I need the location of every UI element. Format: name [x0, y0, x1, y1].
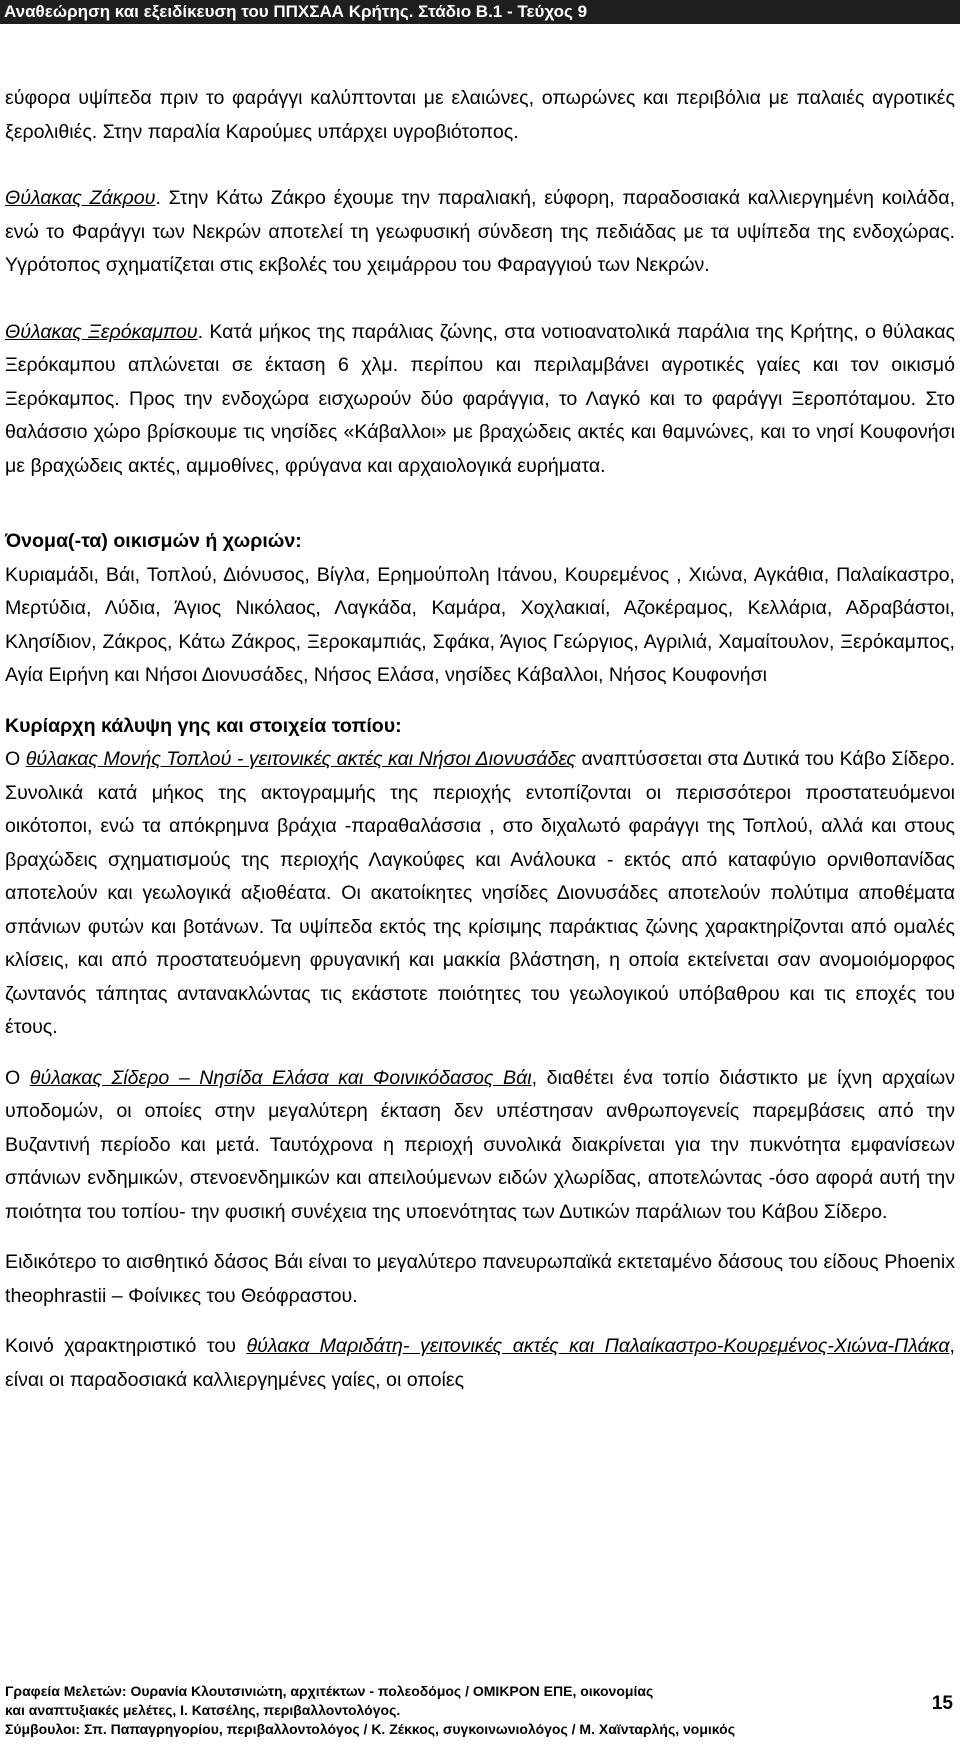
- vai-paragraph: Ειδικότερο το αισθητικό δάσος Βάι είναι το μεγαλύτερο πανευρωπαϊκά εκτεταμένο δάσους του είδους Phoenix theophrastii – Φοίνικες του Θεόφραστου.: [5, 1251, 955, 1307]
- xerokampos-paragraph: [5, 316, 955, 484]
- zakros-title: Θύλακας Ζάκρου: [5, 187, 156, 209]
- xerokampos-title: Θύλακας Ξερόκαμπου: [5, 320, 198, 343]
- footer-credits: [5, 1682, 885, 1739]
- xerokampos-text: . Κατά μήκος της παράλιας ζώνης, στα νοτιοανατολικά παράλια της Κρήτης, ο θύλακας Ξερόκαμπου απλώνεται σε έκταση 6 χλμ. περίπου και περιλαμβάνει αγροτικές γαίες και τον οικισμό Ξερόκαμπος. Προς την ενδοχώρα εισχωρούν δύο φαράγγια, το Λαγκό και το φαράγγι Ξεροπόταμου. Στο θαλάσσιο χώρο βρίσκουμε τις νησίδες «Κάβαλλοι» με βραχώδεις ακτές και θαμνώνες, και το νησί Κουφονήσι με βραχώδεις ακτές, αμμοθίνες, φρύγανα και αρχαιολογικά ευρήματα.: [5, 320, 955, 477]
- toplou-link: θύλακας Μονής Τοπλού - γειτονικές ακτές και Νήσοι Διονυσάδες: [25, 748, 576, 770]
- footer-line-2: και αναπτυξιακές μελέτες, Ι. Κατσέλης, περιβαλλοντολόγος.: [5, 1702, 401, 1718]
- toplou-paragraph: Ο θύλακας Μονής Τοπλού - γειτονικές ακτές και Νήσοι Διονυσάδες αναπτύσσεται στα Δυτικά του Κάβο Σίδερο. Συνολικά κατά μήκος της ακτογραμμής της περιοχής εντοπίζονται οι περισσότεροι προστατευόμενοι οικότοποι, ενώ τα απόκρημνα βράχια -παραθαλάσσια , στο διχαλωτό φαράγγι της Τοπλού, αλλά και στους βραχώδεις σχηματισμούς της περιοχής Λαγκούφες και Ανάλουκα - εκτός από καταφύγιο ορνιθοπανίδας αποτελούν και γεωλογικά αξιοθέατα. Οι ακατοίκητες νησίδες Διονυσάδες αποτελούν πολύτιμα αποθέματα σπάνιων φυτών και βοτάνων. Τα υψίπεδα εκτός της κρίσιμης παράκτιας ζώνης χαρακτηρίζονται από ομαλές κλίσεις, και από προστατευόμενη φρυγανική και μακκία βλάστηση, η οποία εκτείνεται σαν ανομοιόμορφος ζωντανός τάπητας αντανακλώντας τις εκάστοτε ποιότητες του γεωλογικού υπόβαθρου και τις εποχές του έτους.: [5, 748, 956, 1038]
- settlements-heading: Όνομα(-τα) οικισμών ή χωριών:: [5, 530, 302, 552]
- page-header: Αναθεώρηση και εξειδίκευση του ΠΠΧΣΑΑ Κρήτης. Στάδιο Β.1 - Τεύχος 9: [0, 0, 960, 24]
- settlements-list: Κυριαμάδι, Βάι, Τοπλού, Διόνυσος, Βίγλα, Ερημούπολη Ιτάνου, Κουρεμένος , Χιώνα, Αγκάθια, Παλαίκαστρο, Μερτύδια, Λύδια, Άγιος Νικόλαος, Λαγκάδα, Καμάρα, Χοχλακιαί, Αζοκέραμος, Κελλάρια, Αδραβάστοι, Κλησίδιον, Ζάκρος, Κάτω Ζάκρος, Ξεροκαμπιάς, Σφάκα, Άγιος Γεώργιος, Αγριλιά, Χαμαίτουλον, Ξερόκαμπος, Αγία Ειρήνη και Νήσοι Διονυσάδες, Νήσος Ελάσα, νησίδες Κάβαλλοι, Νήσος Κουφονήσι: [5, 563, 955, 686]
- sidero-paragraph: Ο θύλακας Σίδερο – Νησίδα Ελάσα και Φοινικόδασος Βάι, διαθέτει ένα τοπίο διάστικτο με ίχνη αρχαίων υποδομών, οι οποίες στην μεγαλύτερη έκταση δεν υπέστησαν ανθρωπογενείς παρεμβάσεις από την Βυζαντινή περίοδο και μετά. Ταυτόχρονα η περιοχή συνολικά διακρίνεται για την πυκνότητα εμφανίσεων σπάνιων ενδημικών, στενοενδημικών και απειλούμενων ειδών χλωρίδας, αποτελώντας -όσο αφορά αυτή την ποιότητα του τοπίου- την φυσική συνέχεια της υποενότητας των Δυτικών παράλιων του Κάβου Σίδερο.: [5, 1066, 955, 1223]
- zakros-paragraph: [5, 182, 955, 283]
- page-footer: [5, 1682, 955, 1739]
- maridati-paragraph: Κοινό χαρακτηριστικό του θύλακα Μαριδάτη- γειτονικές ακτές και Παλαίκαστρο-Κουρεμένος-Χιώνα-Πλάκα, είναι οι παραδοσιακά καλλιεργημένες γαίες, οι οποίες: [5, 1335, 955, 1391]
- zakros-text: . Στην Κάτω Ζάκρο έχουμε την παραλιακή, εύφορη, παραδοσιακά καλλιεργημένη κοιλάδα, ενώ το Φαράγγι των Νεκρών αποτελεί τη γεωφυσική σύνδεση της πεδιάδας με τα υψίπεδα της ενδοχώρας. Υγρότοπος σχηματίζεται στις εκβολές του χειμάρρου του Φαραγγιού των Νεκρών.: [5, 187, 956, 276]
- document-body: [5, 82, 955, 1397]
- page-number: 15: [931, 1693, 953, 1714]
- sidero-link: θύλακας Σίδερο – Νησίδα Ελάσα και Φοινικόδασος Βάι: [29, 1066, 532, 1089]
- footer-line-1: Γραφεία Μελετών: Ουρανία Κλουτσινιώτη, αρχιτέκτων - πολεοδόμος / ΟΜΙΚΡΟΝ ΕΠΕ, οικονομίας: [5, 1683, 654, 1699]
- footer-line-3: Σύμβουλοι: Σπ. Παπαγρηγορίου, περιβαλλοντολόγος / Κ. Ζέκκος, συγκοινωνιολόγος / Μ. Χαϊνταρλής, νομικός: [5, 1721, 735, 1737]
- intro-paragraph: εύφορα υψίπεδα πριν το φαράγγι καλύπτονται με ελαιώνες, οπωρώνες και περιβόλια με παλαιές αγροτικές ξερολιθιές. Στην παραλία Καρούμες υπάρχει υγροβιότοπος.: [5, 87, 955, 143]
- landcover-heading: Κυρίαρχη κάλυψη γης και στοιχεία τοπίου:: [5, 714, 402, 737]
- maridati-link: θύλακα Μαριδάτη- γειτονικές ακτές και Παλαίκαστρο-Κουρεμένος-Χιώνα-Πλάκα: [246, 1335, 950, 1357]
